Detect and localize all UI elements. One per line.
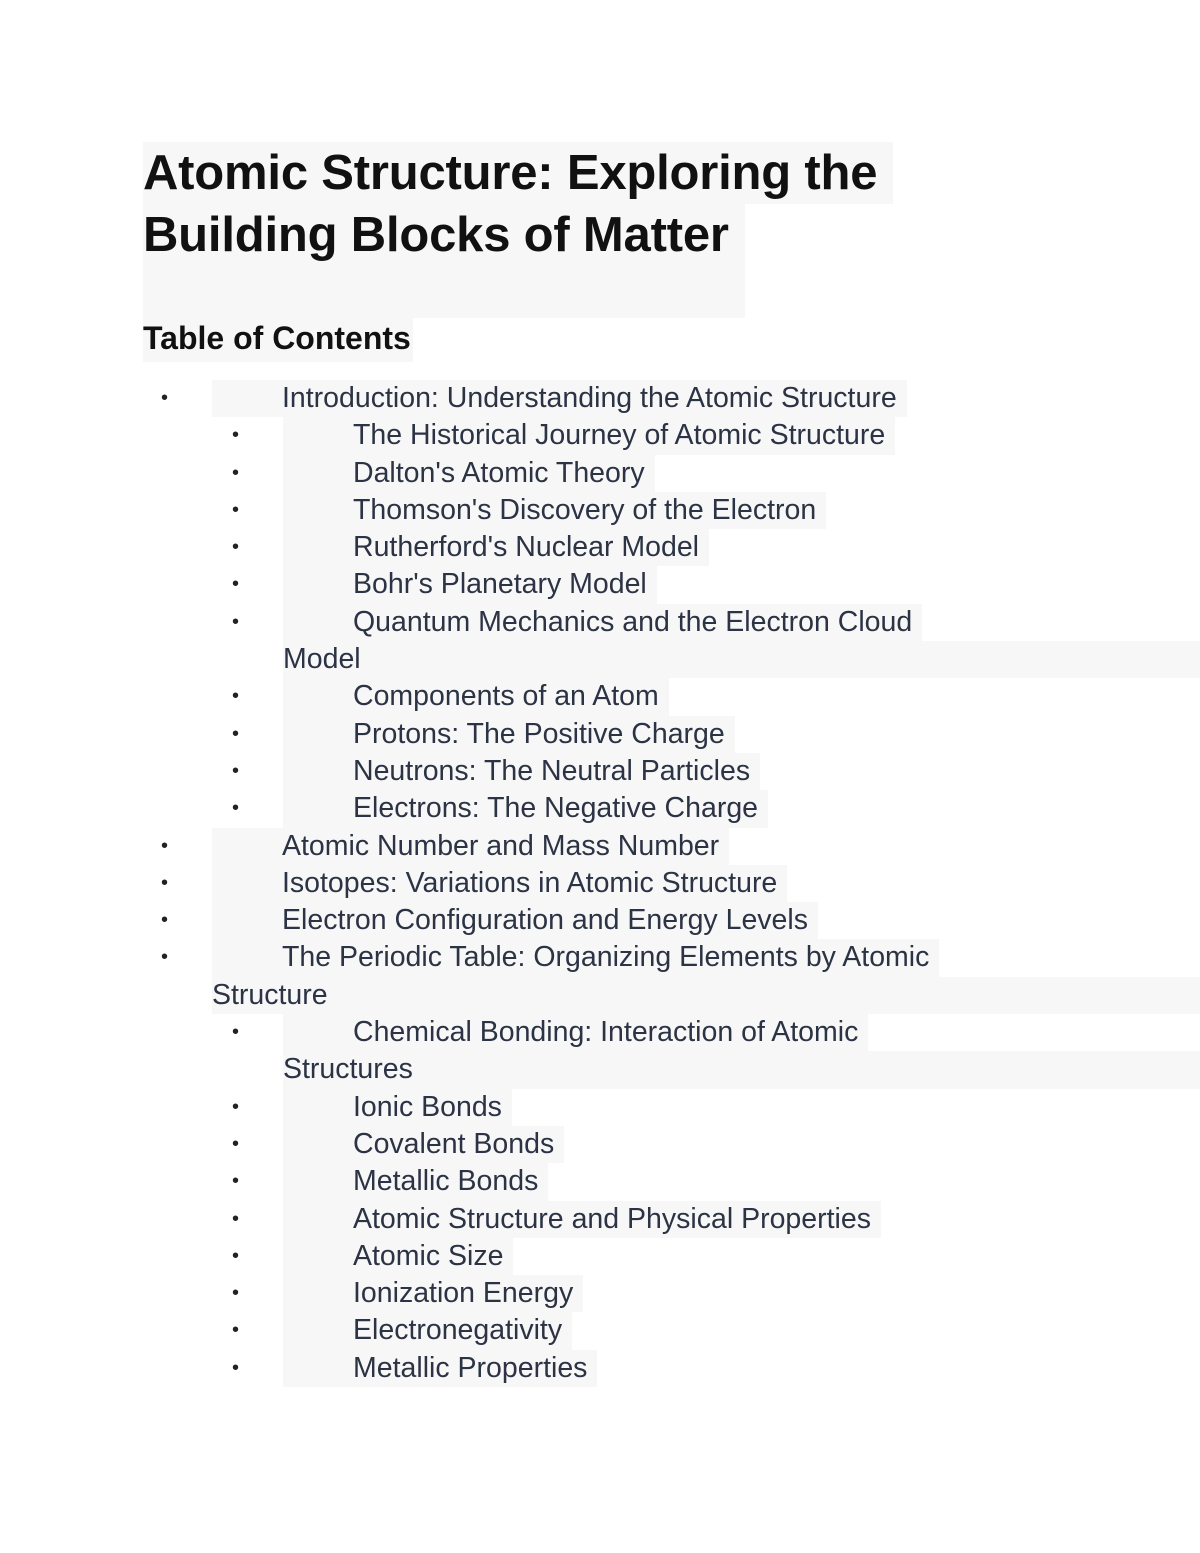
- bullet-icon: •: [232, 1207, 240, 1230]
- toc-item[interactable]: [0, 380, 1200, 417]
- toc-item-label: Ionic Bonds: [283, 1089, 512, 1126]
- toc-item-label: Electron Configuration and Energy Levels: [212, 902, 818, 939]
- bullet-icon: •: [232, 424, 240, 447]
- toc-item-label: Atomic Structure and Physical Properties: [283, 1201, 881, 1238]
- bullet-icon: •: [232, 610, 240, 633]
- toc-item[interactable]: [0, 1238, 1200, 1275]
- toc-item[interactable]: [0, 1089, 1200, 1126]
- toc-item-label: Components of an Atom: [283, 678, 669, 715]
- toc-item-label: Chemical Bonding: Interaction of Atomic: [283, 1014, 868, 1051]
- toc-item-label: Atomic Size: [283, 1238, 513, 1275]
- bullet-icon: •: [161, 387, 169, 409]
- toc-item-label: Ionization Energy: [283, 1275, 583, 1312]
- toc-item-label: The Periodic Table: Organizing Elements by Atomic: [212, 939, 939, 976]
- toc-item-label: Bohr's Planetary Model: [283, 566, 657, 603]
- toc-item[interactable]: [0, 939, 1200, 1014]
- bullet-icon: •: [232, 461, 240, 484]
- bullet-icon: •: [232, 759, 240, 782]
- bullet-icon: •: [232, 797, 240, 820]
- bullet-icon: •: [161, 946, 169, 969]
- toc-item-label: Quantum Mechanics and the Electron Cloud: [283, 604, 922, 641]
- toc-item[interactable]: [0, 566, 1200, 603]
- toc-item[interactable]: [0, 417, 1200, 454]
- document-title-line-1: Atomic Structure: Exploring the: [143, 142, 893, 204]
- bullet-icon: •: [232, 536, 240, 559]
- bullet-icon: •: [232, 1319, 240, 1342]
- bullet-icon: •: [232, 1021, 240, 1044]
- toc-item[interactable]: [0, 455, 1200, 492]
- toc-heading-text: Table of Contents: [143, 314, 413, 362]
- toc-item[interactable]: [0, 678, 1200, 715]
- toc-item[interactable]: [0, 828, 1200, 865]
- toc-item-label: Electronegativity: [283, 1312, 572, 1349]
- bullet-icon: •: [232, 1282, 240, 1305]
- table-of-contents: [0, 380, 1200, 1387]
- toc-item[interactable]: [0, 790, 1200, 827]
- toc-item-label: Metallic Bonds: [283, 1163, 548, 1200]
- toc-item[interactable]: [0, 902, 1200, 939]
- bullet-icon: •: [232, 1170, 240, 1193]
- toc-item[interactable]: [0, 716, 1200, 753]
- toc-item-label-continued: Structure: [212, 977, 1200, 1014]
- toc-item-label: The Historical Journey of Atomic Structure: [283, 417, 895, 454]
- document-title-line-2: Building Blocks of Matter: [143, 204, 745, 318]
- toc-item[interactable]: [0, 1201, 1200, 1238]
- bullet-icon: •: [232, 498, 240, 521]
- toc-item-label: Thomson's Discovery of the Electron: [283, 492, 826, 529]
- document-title: [143, 142, 893, 318]
- toc-heading: [143, 314, 413, 362]
- bullet-icon: •: [232, 573, 240, 596]
- toc-item[interactable]: [0, 753, 1200, 790]
- toc-item[interactable]: [0, 492, 1200, 529]
- toc-item-label: Isotopes: Variations in Atomic Structure: [212, 865, 787, 902]
- bullet-icon: •: [232, 1356, 240, 1379]
- toc-item[interactable]: [0, 1014, 1200, 1089]
- toc-item[interactable]: [0, 604, 1200, 679]
- toc-item-label: Covalent Bonds: [283, 1126, 564, 1163]
- toc-item[interactable]: [0, 1126, 1200, 1163]
- bullet-icon: •: [232, 1244, 240, 1267]
- toc-item-label: Protons: The Positive Charge: [283, 716, 735, 753]
- bullet-icon: •: [161, 909, 169, 932]
- toc-item[interactable]: [0, 865, 1200, 902]
- bullet-icon: •: [232, 722, 240, 745]
- toc-item[interactable]: [0, 1163, 1200, 1200]
- toc-item-label: Introduction: Understanding the Atomic Structure: [212, 380, 907, 417]
- toc-item-label-continued: Structures: [283, 1051, 1200, 1088]
- toc-item-label: Electrons: The Negative Charge: [283, 790, 768, 827]
- bullet-icon: •: [232, 1095, 240, 1118]
- toc-item[interactable]: [0, 1312, 1200, 1349]
- toc-item-label: Dalton's Atomic Theory: [283, 455, 655, 492]
- toc-item[interactable]: [0, 529, 1200, 566]
- bullet-icon: •: [161, 834, 169, 857]
- toc-item[interactable]: [0, 1275, 1200, 1312]
- toc-item-label-continued: Model: [283, 641, 1200, 678]
- bullet-icon: •: [232, 685, 240, 708]
- bullet-icon: •: [161, 871, 169, 894]
- toc-item-label: Atomic Number and Mass Number: [212, 828, 729, 865]
- bullet-icon: •: [232, 1132, 240, 1155]
- toc-item-label: Metallic Properties: [283, 1350, 597, 1387]
- toc-item-label: Neutrons: The Neutral Particles: [283, 753, 760, 790]
- toc-item[interactable]: [0, 1350, 1200, 1387]
- toc-item-label: Rutherford's Nuclear Model: [283, 529, 709, 566]
